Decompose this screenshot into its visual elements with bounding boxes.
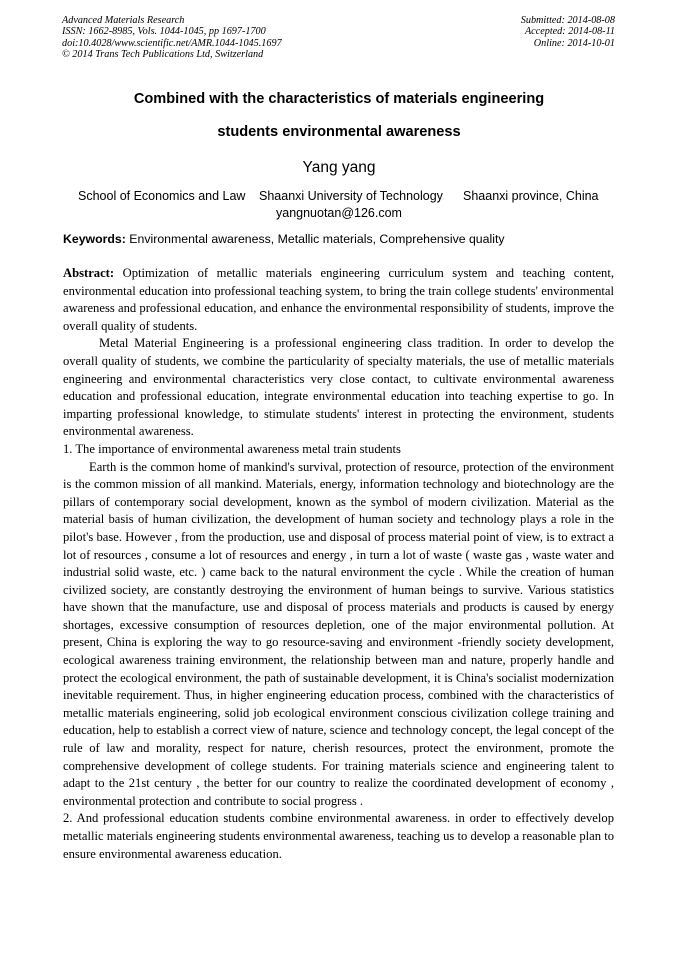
section-1-heading: 1. The importance of environmental awareness metal train students <box>63 441 401 456</box>
author-email[interactable]: yangnuotan@126.com <box>276 206 402 220</box>
submission-dates <box>521 15 615 49</box>
section-1-paragraph: Earth is the common home of mankind's survival, protection of resource, protection of the environment is the common mission of all mankind. Materials, energy, information technology and biotechnology are the pillars of contemporary social development, known as the symbol of modern civilization. Material as the material basis of human civilization, the development of human society and technology plays a role in the pilot's base. However , from the production, use and disposal of process material point of view, is to extract a lot of resources , consume a lot of resources and energy , in turn a lot of waste ( waste gas , waste water and industrial solid waste, etc. ) came back to the natural environment the cycle . While the creation of human civilized society, are constantly destroying the environment of human beings to survive. Various statistics have shown that the manufacture, use and disposal of process materials and products is caused by energy shortages, excessive consumption of resources depletion, one of the major environmental pollution. At present, China is exploring the way to go resource-saving and environment -friendly society development, ecological awareness training environment, the relationship between man and nature, properly handle and protect the ecological environment, the path of sustainable development, it is China's socialist modernization inevitable requirement. Thus, in higher engineering education process, combined with the characteristics of metallic materials engineering, solid job ecological environment conscious civilization college training and education, help to establish a correct view of nature, science and technology concept, the legal concept of the rule of law and morality, respect for nature, cherish resources, protect the environment, promote the comprehensive development of college students. For training materials science and engineering talent to adapt to the 21st century , the better for our country to realize the coordinated development of economy , environmental protection and contribute to social progress . <box>63 459 614 808</box>
journal-metadata <box>62 15 282 60</box>
keywords-text: Environmental awareness, Metallic materials, Comprehensive quality <box>129 232 505 246</box>
abstract <box>63 265 614 335</box>
author-name: Yang yang <box>302 159 376 176</box>
journal-name: Advanced Materials Research <box>62 15 185 26</box>
copyright-line: © 2014 Trans Tech Publications Ltd, Switzerland <box>62 48 264 60</box>
accepted-date: Accepted: 2014-08-11 <box>524 26 615 38</box>
keywords-label: Keywords: <box>63 232 126 246</box>
affiliation-province: Shaanxi province, China <box>463 189 599 203</box>
abstract-label: Abstract: <box>63 266 115 280</box>
doi-line: doi:10.4028/www.scientific.net/AMR.1044-1045.1697 <box>62 37 282 49</box>
abstract-text: Optimization of metallic materials engineering curriculum system and teaching content, environmental education into professional teaching system, to bring the train college students' environmental awareness and professional education, and enhance the environmental responsibility of students, improve the overall quality of students. <box>63 266 614 333</box>
section-2-paragraph: 2. And professional education students combine environmental awareness. in order to effectively develop metallic materials engineering students environmental awareness, teaching us to develop a reasonable plan to ensure environmental awareness education. <box>63 811 614 861</box>
paper-body <box>63 265 614 863</box>
issn-line: ISSN: 1662-8985, Vols. 1044-1045, pp 1697-1700 <box>62 26 266 38</box>
paper-title-line-2: students environmental awareness <box>217 124 461 140</box>
paper-title-line-1: Combined with the characteristics of materials engineering <box>133 91 545 107</box>
online-date: Online: 2014-10-01 <box>533 37 615 49</box>
affiliation-university: Shaanxi University of Technology <box>259 189 443 203</box>
affiliation-school: School of Economics and Law <box>78 189 246 203</box>
keywords <box>63 232 505 246</box>
intro-paragraph: Metal Material Engineering is a professional engineering class tradition. In order to develop the overall quality of students, we combine the particularity of specialty materials, the use of metallic materials engineering and environmental characteristics very close contact, to cultivate environmental awareness education and professional education, integrate environmental education into teaching expertise to go. In imparting professional knowledge, to stimulate students' interest in protecting the environment, students environmental awareness. <box>63 336 614 439</box>
submitted-date: Submitted: 2014-08-08 <box>520 15 615 26</box>
